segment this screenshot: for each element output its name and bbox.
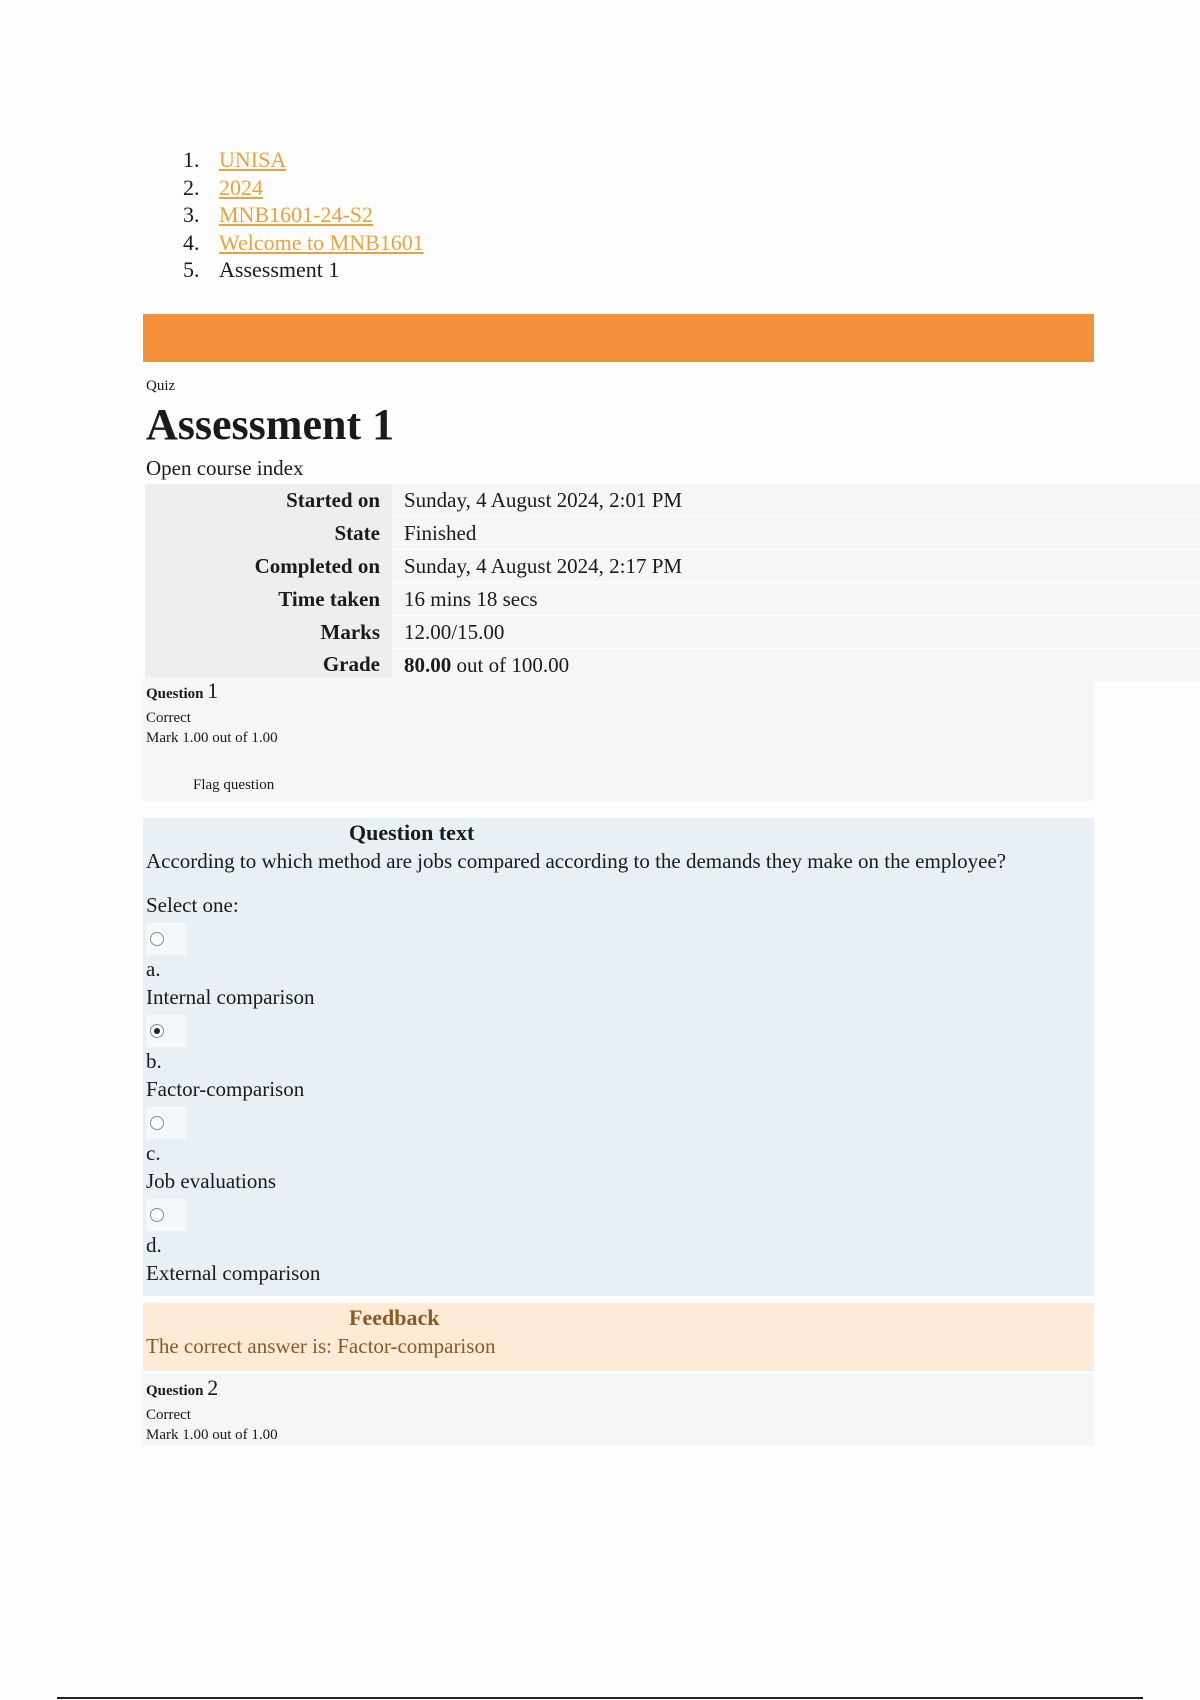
breadcrumb-link-unisa[interactable]: UNISA <box>219 147 287 172</box>
option-label: Job evaluations <box>146 1169 277 1193</box>
breadcrumb-item-year <box>183 174 424 202</box>
grade-score: 80.00 <box>404 652 452 677</box>
flag-question-button[interactable]: Flag question <box>193 777 275 793</box>
breadcrumb <box>183 146 424 284</box>
question-1-info <box>143 677 1094 801</box>
summary-label: Completed on <box>145 550 392 583</box>
breadcrumb-current-label: Assessment 1 <box>219 257 340 282</box>
summary-row-state <box>145 517 1200 550</box>
summary-label: Grade <box>145 649 392 682</box>
page-title: Assessment 1 <box>146 400 395 449</box>
question-mark: Mark 1.00 out of 1.00 <box>146 1427 278 1443</box>
breadcrumb-link-welcome[interactable]: Welcome to MNB1601 <box>219 229 424 255</box>
summary-value: Finished <box>392 517 1200 550</box>
breadcrumb-link-year[interactable]: 2024 <box>219 174 263 200</box>
question-word: Question <box>146 1383 204 1399</box>
breadcrumb-number: 5. <box>183 257 200 282</box>
summary-label: Started on <box>145 484 392 517</box>
question-status: Correct <box>146 710 191 726</box>
summary-value: Sunday, 4 August 2024, 2:17 PM <box>392 550 1200 583</box>
option-label: External comparison <box>146 1261 321 1285</box>
answer-option-d[interactable] <box>146 1199 1091 1287</box>
summary-value: Sunday, 4 August 2024, 2:01 PM <box>392 484 1200 517</box>
option-label: Internal comparison <box>146 985 315 1009</box>
summary-label: Time taken <box>145 583 392 616</box>
answer-option-c[interactable] <box>146 1107 1091 1195</box>
breadcrumb-item-current <box>183 256 424 284</box>
option-label: Factor-comparison <box>146 1077 305 1101</box>
breadcrumb-link-course[interactable]: MNB1601-24-S2 <box>219 202 374 227</box>
option-letter: b. <box>146 1049 162 1073</box>
question-word: Question <box>146 686 204 702</box>
radio-button-c[interactable] <box>150 1116 164 1130</box>
breadcrumb-item-welcome <box>183 229 424 257</box>
option-letter: c. <box>146 1141 161 1165</box>
question-number: 2 <box>207 1375 219 1400</box>
radio-button-d[interactable] <box>150 1208 164 1222</box>
page-bottom-divider <box>57 1697 1143 1699</box>
radio-button-b-selected[interactable] <box>150 1024 164 1038</box>
option-letter: d. <box>146 1233 162 1257</box>
feedback-text: The correct answer is: Factor-comparison <box>146 1334 496 1358</box>
question-1-feedback <box>143 1303 1094 1371</box>
grade-out-of: out of 100.00 <box>451 652 570 677</box>
activity-type-label: Quiz <box>146 378 176 394</box>
answer-option-a[interactable] <box>146 923 1091 1011</box>
radio-button-a[interactable] <box>150 932 164 946</box>
breadcrumb-number: 2. <box>183 174 200 200</box>
question-status: Correct <box>146 1407 191 1423</box>
breadcrumb-number: 4. <box>183 229 200 255</box>
question-mark: Mark 1.00 out of 1.00 <box>146 730 278 746</box>
answer-option-b[interactable] <box>146 1015 1091 1103</box>
question-text: According to which method are jobs compared according to the demands they make on the employee? <box>146 849 1007 873</box>
question-1-content <box>143 818 1094 1296</box>
summary-row-started <box>145 484 1200 517</box>
attempt-summary-table <box>145 483 1200 681</box>
open-course-index-link[interactable]: Open course index <box>146 456 304 480</box>
breadcrumb-number: 1. <box>183 147 200 172</box>
summary-row-completed <box>145 550 1200 583</box>
summary-value: 16 mins 18 secs <box>392 583 1200 616</box>
option-letter: a. <box>146 957 161 981</box>
radio-selected-dot <box>154 1028 160 1034</box>
question-text-heading: Question text <box>349 820 475 845</box>
breadcrumb-item-course <box>183 201 424 229</box>
question-number: 1 <box>207 678 219 703</box>
question-2-info <box>143 1374 1094 1446</box>
summary-value: 12.00/15.00 <box>392 616 1200 649</box>
header-banner <box>143 314 1094 362</box>
breadcrumb-number: 3. <box>183 202 200 227</box>
breadcrumb-item-unisa <box>183 146 424 174</box>
summary-label: Marks <box>145 616 392 649</box>
summary-row-time-taken <box>145 583 1200 616</box>
feedback-heading: Feedback <box>349 1305 440 1330</box>
summary-label: State <box>145 517 392 550</box>
summary-row-marks <box>145 616 1200 649</box>
select-one-label: Select one: <box>146 893 239 917</box>
